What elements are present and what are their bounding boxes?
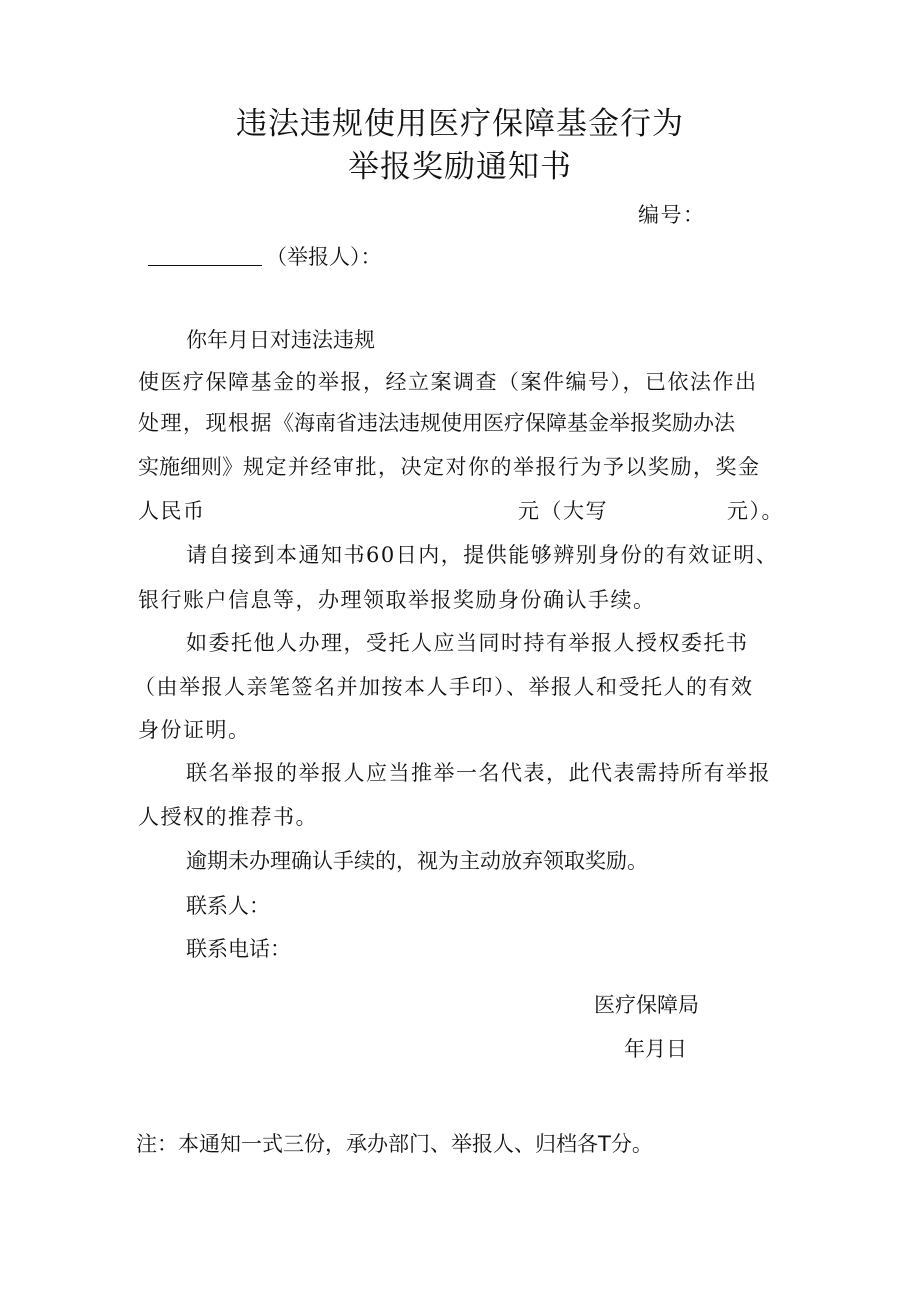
footnote: 注：本通知一式三份，承办部门、举报人、归档各T分。 (136, 1132, 653, 1156)
para1-line5-b: 元（大写 (518, 499, 608, 523)
para1-line2: 使医疗保障基金的举报，经立案调查（案件编号），已依法作出 (138, 370, 758, 394)
para3-line1: 如委托他人办理，受托人应当同时持有举报人授权委托书 (186, 631, 749, 655)
para1-line5-a: 人民币 (138, 499, 206, 523)
para1-line4 (138, 452, 761, 482)
issue-date: 年月日 (624, 1037, 687, 1061)
para4-line2: 人授权的推荐书。 (138, 805, 318, 829)
recipient-name-blank (148, 245, 262, 266)
para1-line3 (138, 408, 735, 438)
document-title-line2: 举报奖励通知书 (348, 149, 572, 185)
recipient-suffix: （举报人）： (266, 245, 382, 269)
para2-line1: 请自接到本通知书60日内，提供能够辨别身份的有效证明、 (186, 543, 779, 567)
issuing-organization: 医疗保障局 (594, 993, 699, 1017)
para3-line2: （由举报人亲笔签名并加按本人手印）、举报人和受托人的有效 (134, 675, 754, 699)
contact-phone: 联系电话： (186, 937, 291, 961)
para1-line5-c: 元）。 (727, 499, 784, 523)
para1-line1: 你年月日对违法违规 (186, 328, 375, 352)
para2-line2: 银行账户信息等，办理领取举报奖励身份确认手续。 (138, 588, 656, 612)
document-title-line1: 违法违规使用医疗保障基金行为 (236, 106, 684, 142)
serial-number-label: 编号： (638, 203, 706, 227)
para3-line3: 身份证明。 (138, 718, 251, 742)
contact-person: 联系人： (186, 894, 270, 918)
recipient-line (148, 242, 382, 272)
para1-line4-a: 实施细则》 (138, 455, 243, 479)
para1-line3-a: 处理，现根据 (138, 411, 273, 435)
para4-line1: 联名举报的举报人应当推举一名代表，此代表需持所有举报 (186, 761, 771, 785)
para1-line4-b: 规定并经审批，决定对你的举报行为予以奖励，奖金 (243, 455, 761, 479)
para1-line3-b: 《海南省违法违规使用医疗保障基金举报奖励办法 (273, 411, 735, 435)
para5: 逾期未办理确认手续的，视为主动放弃领取奖励。 (186, 849, 648, 873)
